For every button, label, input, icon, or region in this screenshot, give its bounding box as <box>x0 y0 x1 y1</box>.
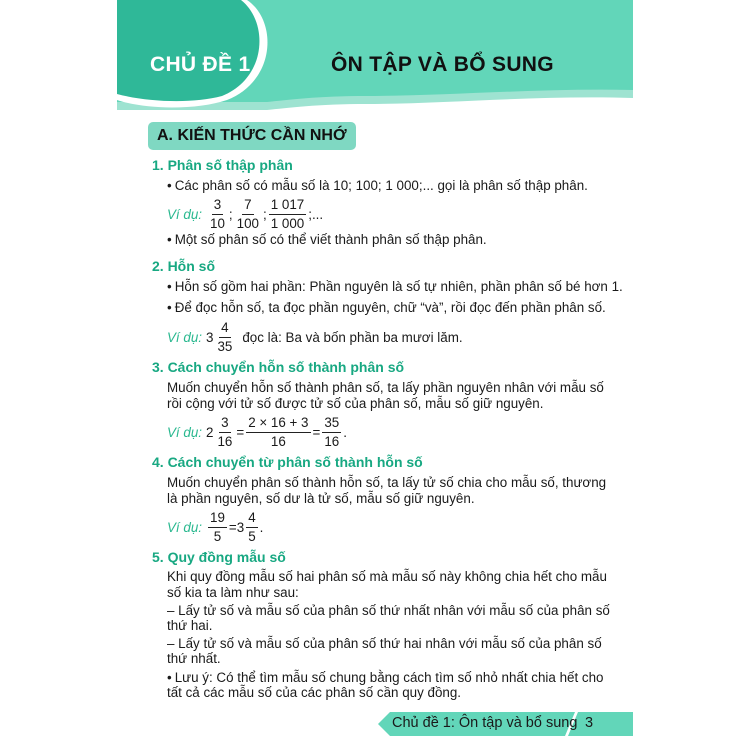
bullet-text: • Để đọc hỗn số, ta đọc phần nguyên, chữ “và”, rồi đọc đến phần phân số. <box>167 300 632 316</box>
subheading-1: 1. Phân số thập phân <box>152 157 293 173</box>
fraction: $\frac{2 \times 16 + 3}{16}$ <box>248 415 309 449</box>
page-number: 3 <box>585 715 594 731</box>
paragraph-line: thứ hai. <box>167 618 213 633</box>
paragraph-line: Khi quy đồng mẫu số hai phân số mà mẫu số này không chia hết cho mẫu <box>167 569 607 584</box>
fraction: 3 10 <box>210 197 225 231</box>
example-label: Ví dụ: <box>167 330 202 345</box>
chapter-title: ÔN TẬP VÀ BỔ SUNG <box>331 53 554 76</box>
subheading-5: 5. Quy đồng mẫu số <box>152 549 286 565</box>
section-heading: A. KIẾN THỨC CẦN NHỚ <box>148 122 356 150</box>
paragraph-line: tất cả các mẫu số của các phân số cần quy đồng. <box>167 685 462 700</box>
fraction: $\frac{3}{16}$ <box>217 415 233 449</box>
fraction: 1 017 1 000 <box>270 197 305 231</box>
paragraph-line: là phần nguyên, số dư là tử số, mẫu số giữ nguyên. <box>167 491 475 506</box>
paragraph-line: thứ nhất. <box>167 651 221 666</box>
example-1: Ví dụ: 3 10 ; 7 100 ; 1 017 1 000 ;... <box>167 197 324 231</box>
fraction: 4 5 <box>248 510 256 544</box>
subheading-4: 4. Cách chuyển từ phân số thành hỗn số <box>152 454 423 470</box>
footer-chapter-text: Chủ đề 1: Ôn tập và bổ sung <box>392 715 578 731</box>
bullet-text: • Một số phân số có thể viết thành phân số thập phân. <box>167 232 632 248</box>
subheading-2: 2. Hỗn số <box>152 258 216 274</box>
example-label: Ví dụ: <box>167 520 202 535</box>
paragraph-line: – Lấy tử số và mẫu số của phân số thứ hai nhân với mẫu số của phân số <box>167 636 602 651</box>
paragraph-line: Muốn chuyển hỗn số thành phân số, ta lấy phần nguyên nhân với mẫu số <box>167 380 604 395</box>
example-label: Ví dụ: <box>167 425 202 440</box>
paragraph-line: – Lấy tử số và mẫu số của phân số thứ nhất nhân với mẫu số của phân số <box>167 603 610 618</box>
fraction: $\frac{19}{5}$ <box>210 510 225 544</box>
example-4: Ví dụ: $\frac{19}{5}$ = 3 4 5 . <box>167 510 264 544</box>
bullet-text: • Hỗn số gồm hai phần: Phần nguyên là số tự nhiên, phần phân số bé hơn 1. <box>167 279 632 295</box>
example-3: Ví dụ: 2 $\frac{3}{16}$ = $\frac{2 \times 16 + 3}{16}$ = $\frac{35}{16}$ . <box>167 415 347 449</box>
bullet-text: • Các phân số có mẫu số là 10; 100; 1 000;... gọi là phân số thập phân. <box>167 178 632 194</box>
example-label: Ví dụ: <box>167 207 202 222</box>
subheading-3: 3. Cách chuyển hỗn số thành phân số <box>152 359 405 375</box>
fraction: $\frac{35}{16}$ <box>324 415 340 449</box>
chapter-label: CHỦ ĐỀ 1 <box>150 53 251 76</box>
paragraph-line: Muốn chuyển phân số thành hỗn số, ta lấy tử số chia cho mẫu số, thương <box>167 475 607 490</box>
paragraph-line: rồi cộng với tử số được tử số của phân số, mẫu số giữ nguyên. <box>167 396 544 411</box>
fraction: 4 35 <box>217 320 233 354</box>
fraction: 7 100 <box>236 197 259 231</box>
example-2: Ví dụ: 3 4 35 đọc là: Ba và bốn phần ba mươi lăm. <box>167 320 463 354</box>
paragraph-line: số kia ta làm như sau: <box>167 585 299 600</box>
note-line: • Lưu ý: Có thể tìm mẫu số chung bằng cách tìm số nhỏ nhất chia hết cho <box>167 670 632 686</box>
